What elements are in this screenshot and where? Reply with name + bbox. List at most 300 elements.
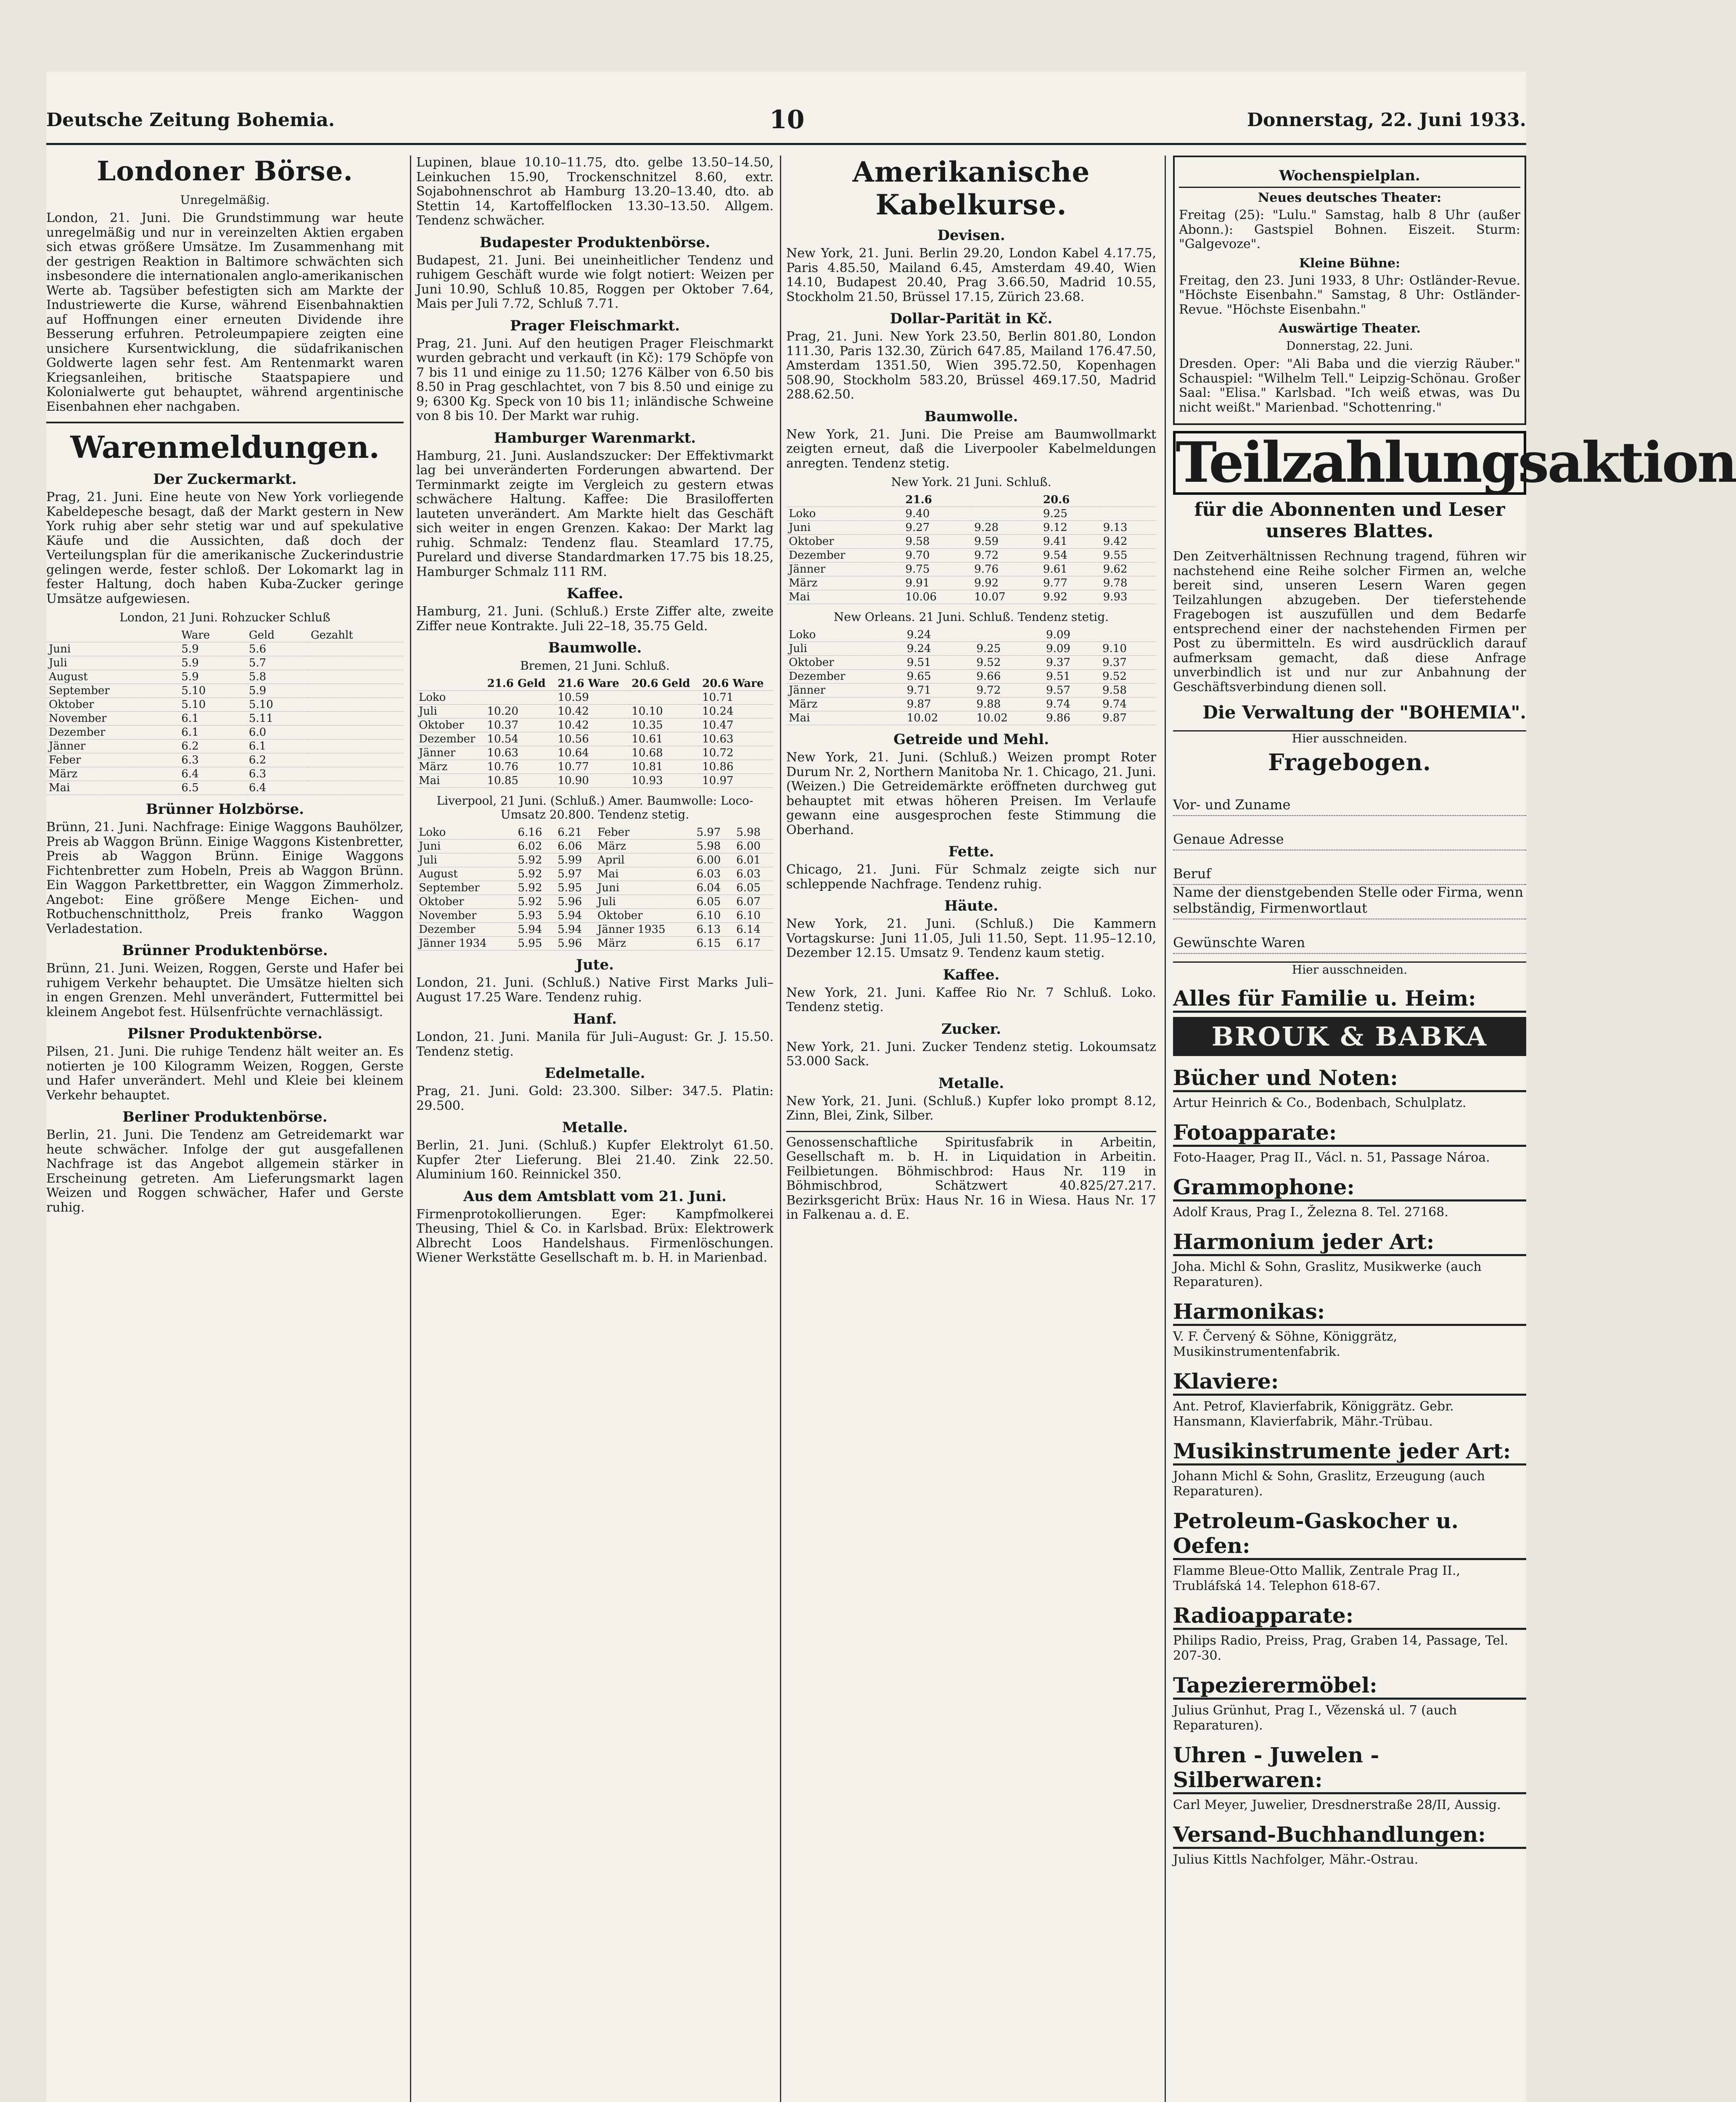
table-cell: 5.95 xyxy=(555,881,595,895)
table-cell: 10.63 xyxy=(485,746,555,760)
table-cell xyxy=(974,628,1044,642)
amtsblatt-heading: Aus dem Amtsblatt vom 21. Juni. xyxy=(463,1188,727,1205)
metalle-heading: Metalle. xyxy=(562,1119,628,1136)
table-cell: 6.16 xyxy=(515,826,555,840)
table-cell: 5.95 xyxy=(515,937,555,951)
table-row xyxy=(46,684,404,698)
cut-line-2: Hier ausschneiden. xyxy=(1173,961,1526,977)
liverpool-table xyxy=(416,826,774,951)
table-cell: März xyxy=(46,767,179,781)
table-cell: September xyxy=(46,684,179,698)
table-cell xyxy=(46,628,179,642)
table-cell: 9.12 xyxy=(1041,521,1101,535)
table-cell: August xyxy=(416,867,515,881)
table-cell: 10.24 xyxy=(700,705,774,718)
metalle3-heading: Metalle. xyxy=(938,1075,1004,1092)
table-cell: 10.37 xyxy=(485,718,555,732)
table-cell: März xyxy=(786,576,903,590)
table-header-cell xyxy=(786,493,903,507)
table-cell: 5.98 xyxy=(694,840,734,853)
table-row xyxy=(786,521,1156,535)
teilzahlung-text: Den Zeitverhältnissen Rechnung tragend, führen wir nachstehend eine Reihe solcher Firmen an, welche bereit sind, unseren Lesern Waren gegen Teilzahlungen abzugeben. Der tieferstehende Fragebogen ist auszufüllen und dem Bedarfe entsprechend einer der nachstehenden Firmen per Post zu übermitteln. Es wird ausdrücklich darauf aufmerksam gemacht, daß diese Anfrage unverbindlich ist und nur zur Anbahnung der Geschäftsverbindung dienen soll. xyxy=(1173,549,1526,695)
column-4 xyxy=(1173,156,1736,1870)
baumwolle3-heading: Baumwolle. xyxy=(924,408,1018,425)
table-cell: 5.92 xyxy=(515,881,555,895)
table-cell: 10.02 xyxy=(904,711,974,725)
directory-entry: Artur Heinrich & Co., Bodenbach, Schulplatz. xyxy=(1173,1096,1466,1110)
bremen-head: Bremen, 21 Juni. Schluß. xyxy=(520,659,670,673)
directory-category: Bücher und Noten: xyxy=(1173,1065,1526,1092)
fragebogen-heading: Fragebogen. xyxy=(1268,749,1431,776)
getreide-article: New York, 21. Juni. (Schluß.) Weizen prompt Roter Durum Nr. 2, Northern Manitoba Nr. 1. Chicago, 21. Juni. (Weizen.) Die Getreidemärkte eröffneten durchweg gut behauptet mit etwas höheren Preisen. Im Verlaufe gewann eine ausgesprochen feste Stimmung die Oberhand. xyxy=(786,750,1156,837)
table-cell: Mai xyxy=(416,774,485,788)
table-cell: 9.25 xyxy=(1041,507,1101,521)
table-row xyxy=(416,774,774,788)
directory-category: Klaviere: xyxy=(1173,1369,1526,1396)
pilsen-article: Pilsen, 21. Juni. Die ruhige Tendenz hält weiter an. Es notierten je 100 Kilogramm Weizen, Roggen, Gerste und Hafer unverändert. Mehl und Kleie bei kleinem Verkehr behauptet. xyxy=(46,1044,404,1103)
table-row xyxy=(786,670,1156,684)
table-cell: Loko xyxy=(786,628,904,642)
table-cell: Juni xyxy=(46,642,179,656)
column-rule xyxy=(410,156,411,2102)
table-cell: 6.3 xyxy=(246,767,308,781)
directory-entry: Joha. Michl & Sohn, Graslitz, Musikwerke (auch Reparaturen). xyxy=(1173,1260,1482,1289)
page-number: 10 xyxy=(769,105,805,135)
table-cell: 9.92 xyxy=(1041,590,1101,604)
table-header-cell: 20.6 xyxy=(1041,493,1101,507)
table-cell: Dezember xyxy=(46,726,179,739)
table-cell: 9.72 xyxy=(972,549,1041,562)
bremen-table xyxy=(416,677,774,788)
table-cell xyxy=(308,642,404,656)
table-cell: 9.51 xyxy=(1044,670,1100,684)
table-cell: 5.9 xyxy=(179,642,246,656)
table-cell: Jänner xyxy=(786,684,904,697)
table-cell: Loko xyxy=(786,507,903,521)
table-cell: 10.97 xyxy=(700,774,774,788)
table-cell: 6.5 xyxy=(179,781,246,795)
table-cell: 5.94 xyxy=(555,923,595,937)
dollar-article: Prag, 21. Juni. New York 23.50, Berlin 801.80, London 111.30, Paris 132.30, Zürich 647.85, Mailand 176.47.50, Amsterdam 1351.50, Wien 395.72.50, Kopenhagen 508.90, Stockholm 583.20, Brüssel 469.17.50, Madrid 288.62.50. xyxy=(786,329,1156,402)
hanf-heading: Hanf. xyxy=(573,1011,617,1027)
kaffee-article: Hamburg, 21. Juni. (Schluß.) Erste Ziffer alte, zweite Ziffer neue Kontrakte. Juli 22–18, 35.75 Geld. xyxy=(416,604,774,634)
table-cell: 9.86 xyxy=(1044,711,1100,725)
table-cell: April xyxy=(595,853,694,867)
table-cell: 6.0 xyxy=(246,726,308,739)
hamburg-article: Hamburg, 21. Juni. Auslandszucker: Der Effektivmarkt lag bei unveränderten Forderungen abwartend. Der Terminmarkt zeigte im Vergleich zu gestern etwas schwächere Haltung. Kaffee: Die Brasilofferten lauteten unverändert. Am Markte hielt das Geschäft sich weiter in engen Grenzen. Kakao: Der Markt lag ruhig. Schmalz: Tendenz flau. Steamlard 17.75, Purelard und diverse Standardmarken 17.75 bis 18.25, Hamburger Schmalz 111 RM. xyxy=(416,448,774,579)
table-cell: 9.24 xyxy=(904,628,974,642)
table-cell: 10.06 xyxy=(903,590,972,604)
table-cell: 5.10 xyxy=(179,698,246,712)
table-cell: 9.93 xyxy=(1101,590,1156,604)
table-row xyxy=(786,697,1156,711)
table-cell: Mai xyxy=(786,590,903,604)
table-cell: 9.25 xyxy=(974,642,1044,656)
table-cell: 5.7 xyxy=(246,656,308,670)
prag-fleisch-heading: Prager Fleischmarkt. xyxy=(510,317,680,334)
table-cell xyxy=(1101,507,1156,521)
no-table xyxy=(786,628,1156,725)
table-cell: 10.07 xyxy=(972,590,1041,604)
table-row xyxy=(786,507,1156,521)
form-field[interactable]: Name der dienstgebenden Stelle oder Firma, wenn selbständig, Firmenwortlaut xyxy=(1173,885,1526,919)
hanf-article: London, 21. Juni. Manila für Juli–August: Gr. J. 15.50. Tendenz stetig. xyxy=(416,1030,774,1059)
table-cell xyxy=(308,781,404,795)
table-row xyxy=(416,760,774,774)
column-rule xyxy=(780,156,781,2102)
table-cell: 5.92 xyxy=(515,867,555,881)
table-row xyxy=(786,562,1156,576)
table-cell: 6.1 xyxy=(179,726,246,739)
table-cell xyxy=(308,712,404,726)
form-field[interactable]: Gewünschte Waren xyxy=(1173,919,1526,954)
table-cell: 5.93 xyxy=(515,909,555,923)
amtsblatt-article: Firmenprotokollierungen. Eger: Kampfmolkerei Theusing, Thiel & Co. in Karlsbad. Brüx: Elektrowerk Albrecht Loos Handelshaus. Firmenlöschungen. Wiener Werkstätte Gesellschaft m. b. H. in Marienbad. xyxy=(416,1207,774,1265)
table-cell: August xyxy=(46,670,179,684)
table-cell: 6.4 xyxy=(179,767,246,781)
table-cell: März xyxy=(595,937,694,951)
table-cell: 10.20 xyxy=(485,705,555,718)
table-cell: 9.41 xyxy=(1041,535,1101,549)
table-cell: Mai xyxy=(595,867,694,881)
table-row xyxy=(416,937,774,951)
table-cell: 5.97 xyxy=(555,867,595,881)
table-cell: 9.70 xyxy=(903,549,972,562)
table-cell: Jänner xyxy=(416,746,485,760)
table-cell: 5.8 xyxy=(246,670,308,684)
liverpool-head: Liverpool, 21 Juni. (Schluß.) Amer. Baumwolle: Loco-Umsatz 20.800. Tendenz stetig. xyxy=(436,794,753,821)
baumwolle3-article: New York, 21. Juni. Die Preise am Baumwollmarkt zeigten erneut, daß die Liverpooler Kabelmeldungen anregten. Tendenz stetig. xyxy=(786,427,1156,471)
table-cell: Juli xyxy=(416,705,485,718)
table-cell: 10.02 xyxy=(974,711,1044,725)
table-cell: 6.13 xyxy=(694,923,734,937)
kaffee3-heading: Kaffee. xyxy=(943,966,1000,983)
auswaertige-heading: Auswärtige Theater. xyxy=(1279,321,1421,336)
table-row xyxy=(46,739,404,753)
table-cell: 6.2 xyxy=(246,753,308,767)
table-cell: 9.42 xyxy=(1101,535,1156,549)
kleine-buehne-text: Freitag, den 23. Juni 1933, 8 Uhr: Ostländer-Revue. "Höchste Eisenbahn." Samstag, 8 Uhr: Ostländer-Revue. "Höchste Eisenbahn." xyxy=(1179,273,1520,317)
table-cell: 9.92 xyxy=(972,576,1041,590)
table-cell: 9.77 xyxy=(1041,576,1101,590)
table-cell: 6.03 xyxy=(694,867,734,881)
theater-box xyxy=(1173,156,1526,425)
table-header-cell: 21.6 xyxy=(903,493,972,507)
table-cell: Juli xyxy=(595,895,694,909)
table-cell: Oktober xyxy=(786,535,903,549)
table-row xyxy=(46,628,404,642)
table-cell: 5.10 xyxy=(179,684,246,698)
table-cell: Geld xyxy=(246,628,308,642)
table-cell: 9.66 xyxy=(974,670,1044,684)
table-cell: Juli xyxy=(786,642,904,656)
table-row xyxy=(46,670,404,684)
table-cell xyxy=(308,726,404,739)
table-cell: 9.87 xyxy=(1100,711,1156,725)
table-cell: 10.42 xyxy=(555,705,629,718)
table-header-cell: 20.6 Geld xyxy=(629,677,700,691)
table-row xyxy=(416,826,774,840)
table-cell xyxy=(308,684,404,698)
holz-heading: Brünner Holzbörse. xyxy=(145,801,304,818)
column-3 xyxy=(786,156,1156,1227)
table-cell: 6.10 xyxy=(694,909,734,923)
table-cell: 10.64 xyxy=(555,746,629,760)
table-row xyxy=(416,718,774,732)
table-row xyxy=(786,576,1156,590)
table-cell: 9.58 xyxy=(903,535,972,549)
table-cell: Loko xyxy=(416,691,485,705)
ny-table xyxy=(786,493,1156,604)
table-cell: Jänner xyxy=(786,562,903,576)
table-cell: 10.85 xyxy=(485,774,555,788)
table-cell: 5.9 xyxy=(246,684,308,698)
directory-entry: Julius Grünhut, Prag I., Vězenská ul. 7 (auch Reparaturen). xyxy=(1173,1703,1457,1733)
table-cell: 10.90 xyxy=(555,774,629,788)
table-cell: 6.02 xyxy=(515,840,555,853)
table-cell: 5.97 xyxy=(694,826,734,840)
table-cell: 6.14 xyxy=(734,923,774,937)
table-cell: 9.61 xyxy=(1041,562,1101,576)
questionnaire-form xyxy=(1173,782,1526,954)
table-cell: Juni xyxy=(416,840,515,853)
table-cell: Ware xyxy=(179,628,246,642)
hamburg-heading: Hamburger Warenmarkt. xyxy=(494,429,696,446)
directory-category: Grammophone: xyxy=(1173,1175,1526,1202)
table-cell: 6.1 xyxy=(246,739,308,753)
table-cell: 10.61 xyxy=(629,732,700,746)
masthead-left: Deutsche Zeitung Bohemia. xyxy=(46,109,335,131)
table-cell xyxy=(972,507,1041,521)
alles-heading: Alles für Familie u. Heim: xyxy=(1173,986,1526,1013)
table-header-cell: 21.6 Geld xyxy=(485,677,555,691)
bottom-article: Genossenschaftliche Spiritusfabrik in Arbeitin, Gesellschaft m. b. H. in Liquidation in Arbeitin. Feilbietungen. Böhmischbrod: Haus Nr. 119 in Böhmischbrod, Schätzwert 40.825/27.217. Bezirksgericht Brüx: Haus Nr. 16 in Wiesa. Haus Nr. 17 in Falkenau a. d. E. xyxy=(786,1135,1156,1222)
neues-theater-heading: Neues deutsches Theater: xyxy=(1258,190,1442,205)
table-cell: 5.9 xyxy=(179,656,246,670)
directory-entry: Foto-Haager, Prag II., Václ. n. 51, Passage Nároa. xyxy=(1173,1150,1490,1165)
teilzahlung-title: Teilzahlungsaktion xyxy=(1173,431,1526,495)
metalle-article: Berlin, 21. Juni. (Schluß.) Kupfer Elektrolyt 61.50. Kupfer 2ter Lieferung. Blei 21.40. Zink 22.50. Aluminium 160. Reinnickel 350. xyxy=(416,1138,774,1182)
directory-entry: V. F. Červený & Söhne, Königgrätz, Musikinstrumentenfabrik. xyxy=(1173,1329,1398,1359)
table-cell: November xyxy=(46,712,179,726)
pilsen-heading: Pilsner Produktenbörse. xyxy=(127,1025,322,1042)
table-row xyxy=(416,881,774,895)
directory-entry: Johann Michl & Sohn, Graslitz, Erzeugung (auch Reparaturen). xyxy=(1173,1469,1485,1499)
table-row xyxy=(416,923,774,937)
holz-article: Brünn, 21. Juni. Nachfrage: Einige Waggons Bauhölzer, Preis ab Waggon Brünn. Einige Waggons Kistenbretter, Preis ab Waggon Brünn. Einige Waggons Fichtenbretter zum Hobeln, Preis ab Waggon Brünn. Ein Waggon Parkettbretter, ein Waggon Zimmerholz. Angebot: Eine größere Menge Eichen- und Rotbuchenschnittholz, Preis franko Waggon Verladestation. xyxy=(46,820,404,936)
metalle3-article: New York, 21. Juni. (Schluß.) Kupfer loko prompt 8.12, Zinn, Blei, Zink, Silber. xyxy=(786,1093,1156,1123)
table-cell: 6.00 xyxy=(694,853,734,867)
jute-heading: Jute. xyxy=(576,956,614,973)
kaffee3-article: New York, 21. Juni. Kaffee Rio Nr. 7 Schluß. Loko. Tendenz stetig. xyxy=(786,985,1156,1014)
kleine-buehne-heading: Kleine Bühne: xyxy=(1299,256,1400,271)
table-row xyxy=(46,712,404,726)
table-cell: 10.54 xyxy=(485,732,555,746)
table-row xyxy=(416,909,774,923)
london-subheading: Unregelmäßig. xyxy=(180,193,270,207)
table-cell: 6.4 xyxy=(246,781,308,795)
table-row xyxy=(46,656,404,670)
table-cell: 6.15 xyxy=(694,937,734,951)
auswaertige-date: Donnerstag, 22. Juni. xyxy=(1286,339,1413,353)
kabel-heading: Amerikanische Kabelkurse. xyxy=(852,156,1090,221)
table-cell: Jänner 1934 xyxy=(416,937,515,951)
table-cell: 6.04 xyxy=(694,881,734,895)
waren-heading: Warenmeldungen. xyxy=(46,422,404,465)
directory-entry: Flamme Bleue-Otto Mallik, Zentrale Prag II., Trubláfská 14. Telephon 618-67. xyxy=(1173,1563,1461,1593)
table-cell: Oktober xyxy=(786,656,904,670)
table-cell: 9.52 xyxy=(1100,670,1156,684)
directory-entry: Philips Radio, Preiss, Prag, Graben 14, Passage, Tel. 207-30. xyxy=(1173,1633,1509,1663)
jute-article: London, 21. Juni. (Schluß.) Native First Marks Juli–August 17.25 Ware. Tendenz ruhig. xyxy=(416,975,774,1005)
form-field[interactable]: Beruf xyxy=(1173,850,1526,885)
form-field[interactable]: Genaue Adresse xyxy=(1173,816,1526,850)
zucker3-article: New York, 21. Juni. Zucker Tendenz stetig. Lokoumsatz 53.000 Sack. xyxy=(786,1039,1156,1069)
table-cell: Dezember xyxy=(416,732,485,746)
directory-category: Uhren - Juwelen - Silberwaren: xyxy=(1173,1743,1526,1794)
directory-list xyxy=(1173,1065,1526,1867)
table-cell: 10.76 xyxy=(485,760,555,774)
table-cell: 5.96 xyxy=(555,937,595,951)
london-article: London, 21. Juni. Die Grundstimmung war heute unregelmäßig und nur in vereinzelten Aktien ergaben sich etwas größere Umsätze. Im Zusammenhang mit der gestrigen Reaktion in Baltimore schwächten sich insbesondere die internationalen anglo-amerikanischen Werte ab. Tagsüber befestigten sich am Markte der Industriewerte die Kurse, während Eisenbahnaktien auf Hoffnungen einer erneuten Dividende ihre Besserung erfuhren. Petroleumpapiere zeigten eine unsichere Kursentwicklung, die südafrikanischen Goldwerte lagen sehr fest. Am Rentenmarkt waren Kriegsanleihen, britische Staatspapiere und Kolonialwerte gut behauptet, während argentinische Eisenbahnen eher nachgaben. xyxy=(46,211,404,414)
teilzahlung-subtitle: für die Abonnenten und Leser unseres Blattes. xyxy=(1194,499,1505,542)
berlin-article: Berlin, 21. Juni. Die Tendenz am Getreidemarkt war heute schwächer. Infolge der gut ausgefallenen Nachfrage ist das Angebot allgemein stärker in Erscheinung getreten. Am Lieferungsmarkt lagen Weizen und Roggen schwächer, Hafer und Gerste ruhig. xyxy=(46,1128,404,1215)
table-cell: 9.52 xyxy=(974,656,1044,670)
table-cell: 9.55 xyxy=(1101,549,1156,562)
table-cell: Juni xyxy=(595,881,694,895)
table-row xyxy=(416,867,774,881)
table-cell: 9.37 xyxy=(1044,656,1100,670)
directory-category: Petroleum-Gaskocher u. Oefen: xyxy=(1173,1508,1526,1560)
table-cell: Dezember xyxy=(416,923,515,937)
fette-article: Chicago, 21. Juni. Für Schmalz zeigte sich nur schleppende Nachfrage. Tendenz ruhig. xyxy=(786,862,1156,892)
column-rule xyxy=(1165,156,1166,2102)
directory-entry: Adolf Kraus, Prag I., Železna 8. Tel. 27168. xyxy=(1173,1205,1448,1220)
table-cell: Loko xyxy=(416,826,515,840)
divider xyxy=(786,1131,1156,1132)
table-row xyxy=(46,767,404,781)
table-cell: 5.96 xyxy=(555,895,595,909)
table-cell: 9.59 xyxy=(972,535,1041,549)
fette-heading: Fette. xyxy=(948,843,994,860)
page-header xyxy=(46,105,1526,145)
table-cell: 5.94 xyxy=(515,923,555,937)
devisen-heading: Devisen. xyxy=(937,227,1005,244)
directory-category: Harmonium jeder Art: xyxy=(1173,1229,1526,1256)
table-cell: 10.71 xyxy=(700,691,774,705)
directory-entry: Julius Kittls Nachfolger, Mähr.-Ostrau. xyxy=(1173,1852,1419,1867)
table-cell: November xyxy=(416,909,515,923)
table-cell: 6.06 xyxy=(555,840,595,853)
table-cell: 10.77 xyxy=(555,760,629,774)
table-cell: Oktober xyxy=(416,895,515,909)
table-cell: 6.05 xyxy=(734,881,774,895)
table-cell: 6.03 xyxy=(734,867,774,881)
table-cell: Gezahlt xyxy=(308,628,404,642)
table-cell: 6.1 xyxy=(179,712,246,726)
issue-date: Donnerstag, 22. Juni 1933. xyxy=(1247,109,1526,131)
table-cell: Oktober xyxy=(46,698,179,712)
lupinen-text: Lupinen, blaue 10.10–11.75, dto. gelbe 13.50–14.50, Leinkuchen 15.90, Trockenschnitzel 8.60, extr. Sojabohnenschrot ab Hamburg 13.20–13.40, dto. ab Stettin 14, Kartoffelflocken 13.30–13.50. Allgem. Tendenz schwächer. xyxy=(416,155,774,228)
table-cell: 9.78 xyxy=(1101,576,1156,590)
table-cell xyxy=(308,739,404,753)
table-cell xyxy=(629,691,700,705)
budapest-article: Budapest, 21. Juni. Bei uneinheitlicher Tendenz und ruhigem Geschäft wurde wie folgt notiert: Weizen per Juni 10.90, Schluß 10.85, Roggen per Oktober 7.64, Mais per Juli 7.72, Schluß 7.71. xyxy=(416,253,774,311)
table-cell: März xyxy=(416,760,485,774)
table-cell: 9.74 xyxy=(1100,697,1156,711)
directory-category: Harmonikas: xyxy=(1173,1299,1526,1326)
devisen-article: New York, 21. Juni. Berlin 29.20, London Kabel 4.17.75, Paris 4.85.50, Mailand 6.45, Amsterdam 49.40, Wien 14.10, Budapest 20.40, Prag 3.66.50, Madrid 10.55, Stockholm 21.50, Brüssel 17.15, Zürich 23.68. xyxy=(786,246,1156,304)
table-cell: 10.59 xyxy=(555,691,629,705)
table-cell: Dezember xyxy=(786,549,903,562)
table-cell: 9.62 xyxy=(1101,562,1156,576)
table-cell: 9.09 xyxy=(1044,642,1100,656)
table-row xyxy=(786,549,1156,562)
table-cell: 6.10 xyxy=(734,909,774,923)
table-row xyxy=(416,895,774,909)
column-2 xyxy=(416,156,774,1270)
table-cell xyxy=(308,656,404,670)
table-cell: 6.01 xyxy=(734,853,774,867)
table-cell: 9.65 xyxy=(904,670,974,684)
table-row xyxy=(416,705,774,718)
table-header-cell xyxy=(972,493,1041,507)
table-cell: 10.72 xyxy=(700,746,774,760)
table-row xyxy=(416,732,774,746)
directory-category: Radioapparate: xyxy=(1173,1603,1526,1630)
table-row xyxy=(46,753,404,767)
table-row xyxy=(46,698,404,712)
table-cell: 10.86 xyxy=(700,760,774,774)
zucker-table xyxy=(46,628,404,795)
table-cell: 5.6 xyxy=(246,642,308,656)
table-cell: 5.9 xyxy=(179,670,246,684)
table-row xyxy=(416,691,774,705)
neues-theater-text: Freitag (25): "Lulu." Samstag, halb 8 Uhr (außer Abonn.): Gastspiel Bohnen. Eiszeit. Sturm: "Galgevoze". xyxy=(1179,208,1520,251)
table-cell: 6.3 xyxy=(179,753,246,767)
table-cell: September xyxy=(416,881,515,895)
haeute-heading: Häute. xyxy=(944,898,999,914)
ny-head: New York. 21 Juni. Schluß. xyxy=(891,475,1052,489)
table-cell xyxy=(1100,628,1156,642)
zucker-heading: Der Zuckermarkt. xyxy=(153,471,297,488)
column-1 xyxy=(46,156,404,1219)
table-cell: 10.93 xyxy=(629,774,700,788)
form-field[interactable]: Vor- und Zuname xyxy=(1173,782,1526,816)
table-cell: 9.76 xyxy=(972,562,1041,576)
kaffee-heading: Kaffee. xyxy=(566,585,624,602)
table-cell: Jänner 1935 xyxy=(595,923,694,937)
table-cell: Feber xyxy=(595,826,694,840)
table-cell: 9.10 xyxy=(1100,642,1156,656)
table-cell xyxy=(308,753,404,767)
table-row xyxy=(786,711,1156,725)
table-cell xyxy=(485,691,555,705)
table-row xyxy=(46,642,404,656)
table-cell: 10.10 xyxy=(629,705,700,718)
table-cell: 6.00 xyxy=(734,840,774,853)
brunn-prod-heading: Brünner Produktenbörse. xyxy=(122,942,328,959)
table-cell: 9.13 xyxy=(1101,521,1156,535)
table-row xyxy=(786,535,1156,549)
directory-category: Fotoapparate: xyxy=(1173,1120,1526,1147)
table-cell: 9.37 xyxy=(1100,656,1156,670)
zucker-article: Prag, 21. Juni. Eine heute von New York vorliegende Kabeldepesche besagt, daß der Markt gestern in New York ruhig aber sehr stetig war und auf spekulative Käufe und die Aussichten, daß doch der Verteilungsplan für die amerikanische Zuckerindustrie gelingen werde, fester schloß. Der Lokomarkt lag in fester Haltung, doch haben Kuba-Zucker geringe Umsätze aufgewiesen. xyxy=(46,490,404,606)
table-header-cell: 21.6 Ware xyxy=(555,677,629,691)
table-cell: 10.56 xyxy=(555,732,629,746)
table-cell: 9.71 xyxy=(904,684,974,697)
table-cell: Feber xyxy=(46,753,179,767)
